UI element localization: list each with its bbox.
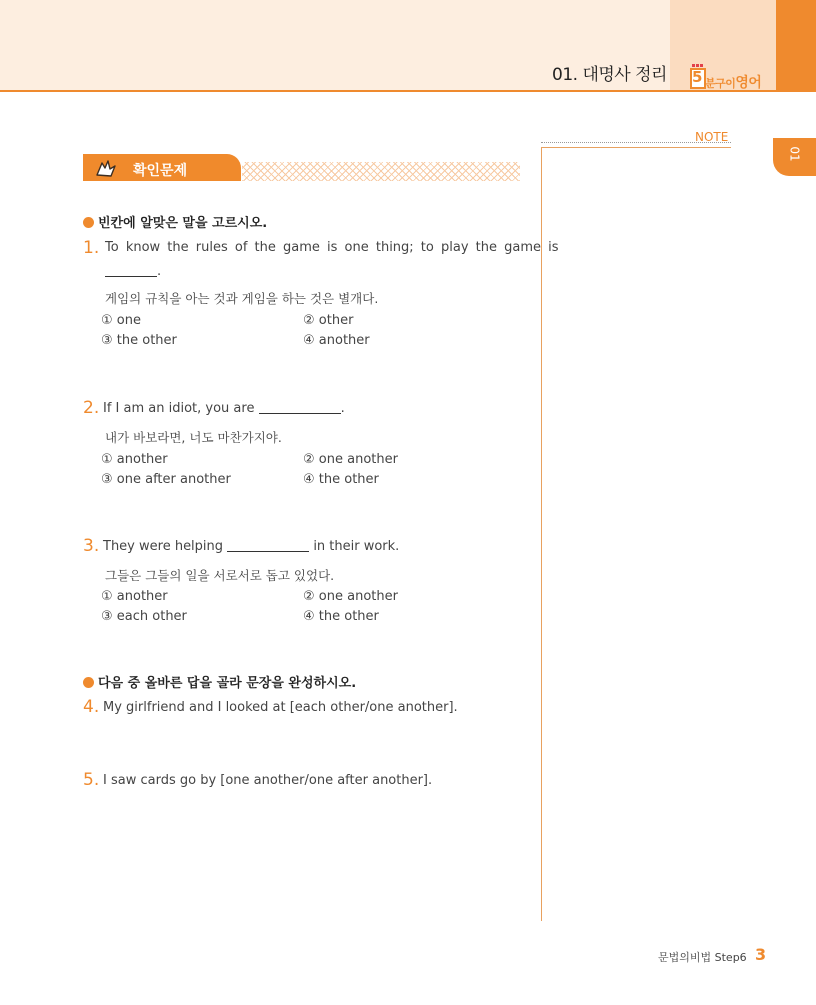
question-1-option-1[interactable]: ① one (101, 313, 141, 328)
hand-pointer-icon (94, 157, 118, 184)
question-5-number: 5. (83, 770, 100, 790)
question-2-text-after: . (340, 401, 345, 416)
question-3-option-3[interactable]: ③ each other (101, 609, 187, 624)
question-1-number: 1. (83, 238, 100, 258)
question-2-option-4[interactable]: ④ the other (303, 472, 379, 487)
question-3-korean: 그들은 그들의 일을 서로서로 돕고 있었다. (105, 568, 335, 583)
chapter-side-tab-label: 01 (787, 146, 802, 162)
note-side-border (541, 147, 542, 921)
header-accent-bar (776, 0, 816, 91)
question-3-text-before: They were helping (103, 539, 224, 554)
question-3-text-after: in their work. (313, 539, 400, 554)
note-dotted-line (541, 142, 731, 143)
logo-text-big: 영어 (735, 75, 762, 91)
question-4-number: 4. (83, 697, 100, 717)
section-label: 확인문제 (133, 163, 188, 179)
question-1-blank-line (105, 264, 161, 279)
page-number: 3 (755, 945, 767, 964)
question-2-option-2[interactable]: ② one another (303, 452, 398, 467)
bullet-icon (83, 677, 94, 688)
instruction-2 (83, 672, 356, 691)
chapter-title: 01. 대명사 정리 (552, 65, 667, 85)
question-1-korean: 게임의 규칙을 아는 것과 게임을 하는 것은 별개다. (105, 291, 379, 306)
logo-text (705, 72, 761, 92)
question-2-option-3[interactable]: ③ one after another (101, 472, 231, 487)
question-1-option-2[interactable]: ② other (303, 313, 354, 328)
question-2-number: 2. (83, 398, 100, 418)
header-divider (0, 90, 816, 92)
question-1-option-3[interactable]: ③ the other (101, 333, 177, 348)
question-2-text-before: If I am an idiot, you are (103, 401, 255, 416)
instruction-1-text: 빈칸에 알맞은 말을 고르시오. (98, 216, 268, 231)
question-3-option-4[interactable]: ④ the other (303, 609, 379, 624)
instruction-2-text: 다음 중 올바른 답을 골라 문장을 완성하시오. (98, 676, 357, 691)
section-hatch-pattern (242, 162, 520, 181)
question-5-text: I saw cards go by [one another/one after another]. (103, 773, 433, 788)
question-2-korean: 내가 바보라면, 너도 마찬가지야. (105, 430, 282, 445)
question-1-text-after: . (157, 264, 162, 279)
answer-blank (259, 413, 341, 414)
question-1-text: To know the rules of the game is one thing; to play the game is (105, 240, 559, 255)
answer-blank (105, 276, 157, 277)
question-3-option-2[interactable]: ② one another (303, 589, 398, 604)
logo-number: 5 (692, 68, 703, 86)
question-4-text: My girlfriend and I looked at [each other/one another]. (103, 700, 458, 715)
question-2-text (103, 401, 345, 416)
note-label: NOTE (695, 130, 729, 144)
question-3-option-1[interactable]: ① another (101, 589, 168, 604)
question-2-option-1[interactable]: ① another (101, 452, 168, 467)
question-3-text (103, 539, 399, 554)
bullet-icon (83, 217, 94, 228)
logo-dots (692, 64, 704, 67)
answer-blank (227, 551, 309, 552)
instruction-1 (83, 212, 267, 231)
question-1-option-4[interactable]: ④ another (303, 333, 370, 348)
question-3-number: 3. (83, 536, 100, 556)
logo-text-small: 분구이 (705, 77, 736, 90)
note-top-border (541, 147, 731, 148)
brand-logo (690, 64, 766, 90)
footer-book-title: 문법의비법 Step6 (658, 951, 747, 964)
